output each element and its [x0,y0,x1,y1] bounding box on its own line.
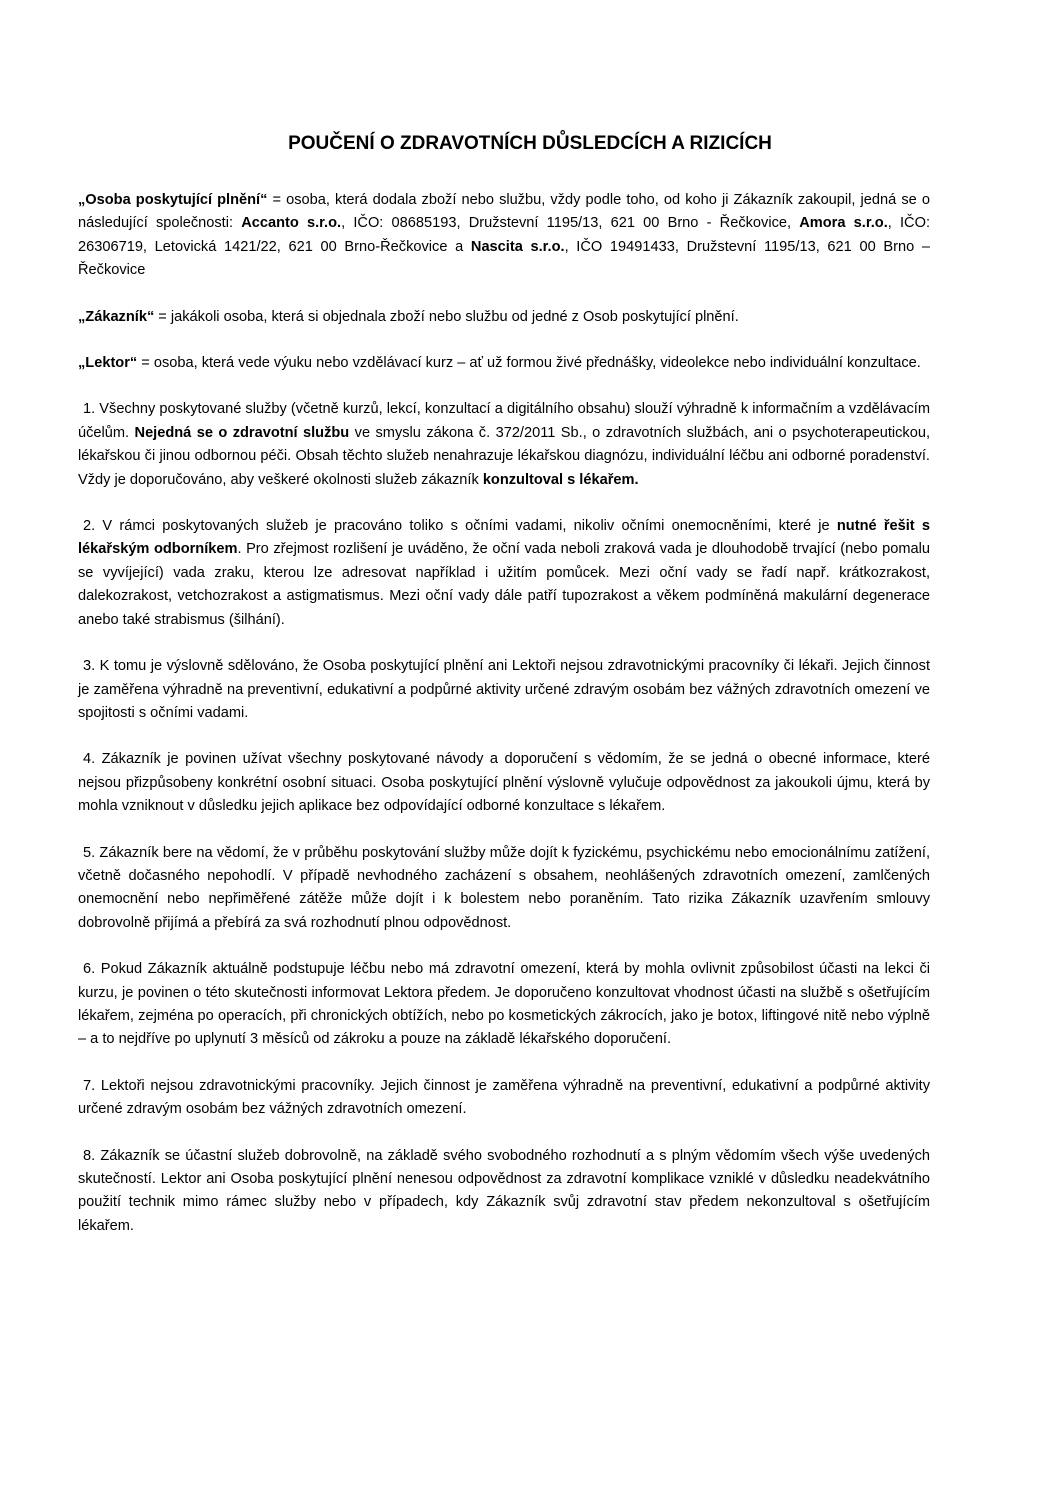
clause-3 [78,655,930,725]
text-run: 4. Zákazník je povinen užívat všechny poskytované návody a doporučení s vědomím, že se jedná o obecné informace, které nejsou přizpůsobeny konkrétní osobní situaci. Osoba poskytující plnění výslovně vylučuje odpovědnost za jakoukoli újmu, která by mohla vzniknout v důsledku jejich aplikace bez odpovídající odborné konzultace s lékařem. [78,751,930,815]
text-run: 7. Lektoři nejsou zdravotnickými pracovníky. Jejich činnost je zaměřena výhradně na preventivní, edukativní a podpůrné aktivity určené zdravým osobám bez vážných zdravotních omezení. [78,1077,930,1118]
text-run: 2. V rámci poskytovaných služeb je pracováno toliko s očními vadami, nikoliv očními onemocněními, které je [83,518,837,535]
bold-text-run: „Zákazník“ [78,308,155,325]
document-title: POUČENÍ O ZDRAVOTNÍCH DŮSLEDCÍCH A RIZICÍCH [288,133,772,154]
document-body [0,189,1060,1238]
definition-lektor [78,352,930,375]
text-run: 3. K tomu je výslovně sdělováno, že Osoba poskytující plnění ani Lektoři nejsou zdravotnickými pracovníky či lékaři. Jejich činnost je zaměřena výhradně na preventivní, edukativní a podpůrné aktivity určené zdravým osobám bez vážných zdravotních omezení ve spojitosti s očními vadami. [78,658,930,721]
text-run: , IČO: 26306719, Letovická 1421/22, 621 00 Brno-Řečkovice a [78,215,931,255]
bold-text-run: „Lektor“ [78,355,138,372]
clause-2 [78,515,930,632]
text-run: . Pro zřejmost rozlišení je uváděno, že oční vada neboli zraková vada je dlouhodobě trvající (nebo pomalu se vyvíjející) vada zraku, kterou lze adresovat například i užitím pomůcek. Mezi oční vady se řadí např. krátkozrakost, dalekozrakost, vetchozrakost a astigmatismus. Mezi oční vady dále patří tupozrakost a věkem podmíněná makulární degenerace anebo také strabismus (šilhání). [78,541,930,628]
intro-providers-paragraph [78,189,930,283]
bold-text-run: Nascita s.r.o. [470,238,565,255]
text-run: 1. Všechny poskytované služby (včetně kurzů, lekcí, konzultací a digitálního obsahu) slouží výhradně k informačním a vzdělávacím účelům. [78,401,930,441]
clause-4 [78,748,930,818]
text-run: = osoba, která dodala zboží nebo službu, vždy podle toho, od koho ji Zákazník zakoupil, jedná se o následující společnosti: [78,192,930,232]
text-run: , IČO 19491433, Družstevní 1195/13, 621 00 Brno – Řečkovice [78,238,930,279]
bold-text-run: Amora s.r.o. [799,215,888,232]
bold-text-run: Nejedná se o zdravotní službu [134,424,350,441]
bold-text-run: Accanto s.r.o. [241,215,342,232]
text-run: = jakákoli osoba, která si objednala zboží nebo službu od jedné z Osob poskytující plnění. [154,308,739,325]
bold-text-run: „Osoba poskytující plnění“ [78,192,268,208]
text-run: 5. Zákazník bere na vědomí, že v průběhu poskytování služby může dojít k fyzickému, psychickému nebo emocionálnímu zatížení, včetně dočasného nepohodlí. V případě nevhodného zacházení s obsahem, neohlášených zdravotních omezení, zamlčených onemocnění nebo nepřiměřené zátěže může dojít i k bolestem nebo poraněním. Tato rizika Zákazník uzavřením smlouvy dobrovolně přijímá a přebírá za svá rozhodnutí plnou odpovědnost. [78,844,930,931]
text-run: , IČO: 08685193, Družstevní 1195/13, 621 00 Brno - Řečkovice, [341,215,800,232]
definition-zakaznik [78,306,930,329]
bold-text-run: nutné řešit s lékařským odborníkem [78,518,930,558]
clause-6 [78,958,930,1052]
text-run: 8. Zákazník se účastní služeb dobrovolně, na základě svého svobodného rozhodnutí a s plným vědomím všech výše uvedených skutečností. Lektor ani Osoba poskytující plnění nenesou odpovědnost za zdravotní komplikace vzniklé v důsledku neadekvátního použití technik mimo rámec služby nebo v případech, kdy Zákazník svůj zdravotní stav předem nekonzultoval s ošetřujícím lékařem. [78,1147,930,1234]
bold-text-run: konzultoval s lékařem. [482,471,639,488]
clause-5 [78,842,930,936]
text-run: ve smyslu zákona č. 372/2011 Sb., o zdravotních službách, ani o psychoterapeutickou, lékařskou či jinou odbornou péči. Obsah těchto služeb nenahrazuje lékařskou diagnózu, individuální léčbu ani odborné poradenství. Vždy je doporučováno, aby veškeré okolnosti služeb zákazník [78,424,931,488]
text-run: 6. Pokud Zákazník aktuálně podstupuje léčbu nebo má zdravotní omezení, která by mohla ovlivnit způsobilost účasti na lekci či kurzu, je povinen o této skutečnosti informovat Lektora předem. Je doporučeno konzultovat vhodnost účasti na službě s ošetřujícím lékařem, zejména po operacích, při chronických obtížích, nebo po kosmetických zákrocích, jako je botox, liftingové nitě nebo výplně – a to nejdříve po uplynutí 3 měsíců od zákroku a pouze na základě lékařského doporučení. [78,961,930,1048]
text-run: = osoba, která vede výuku nebo vzdělávací kurz – ať už formou živé přednášky, videolekce nebo individuální konzultace. [137,355,921,372]
clause-8 [78,1145,930,1239]
clause-1 [78,398,930,492]
clause-7 [78,1075,930,1122]
